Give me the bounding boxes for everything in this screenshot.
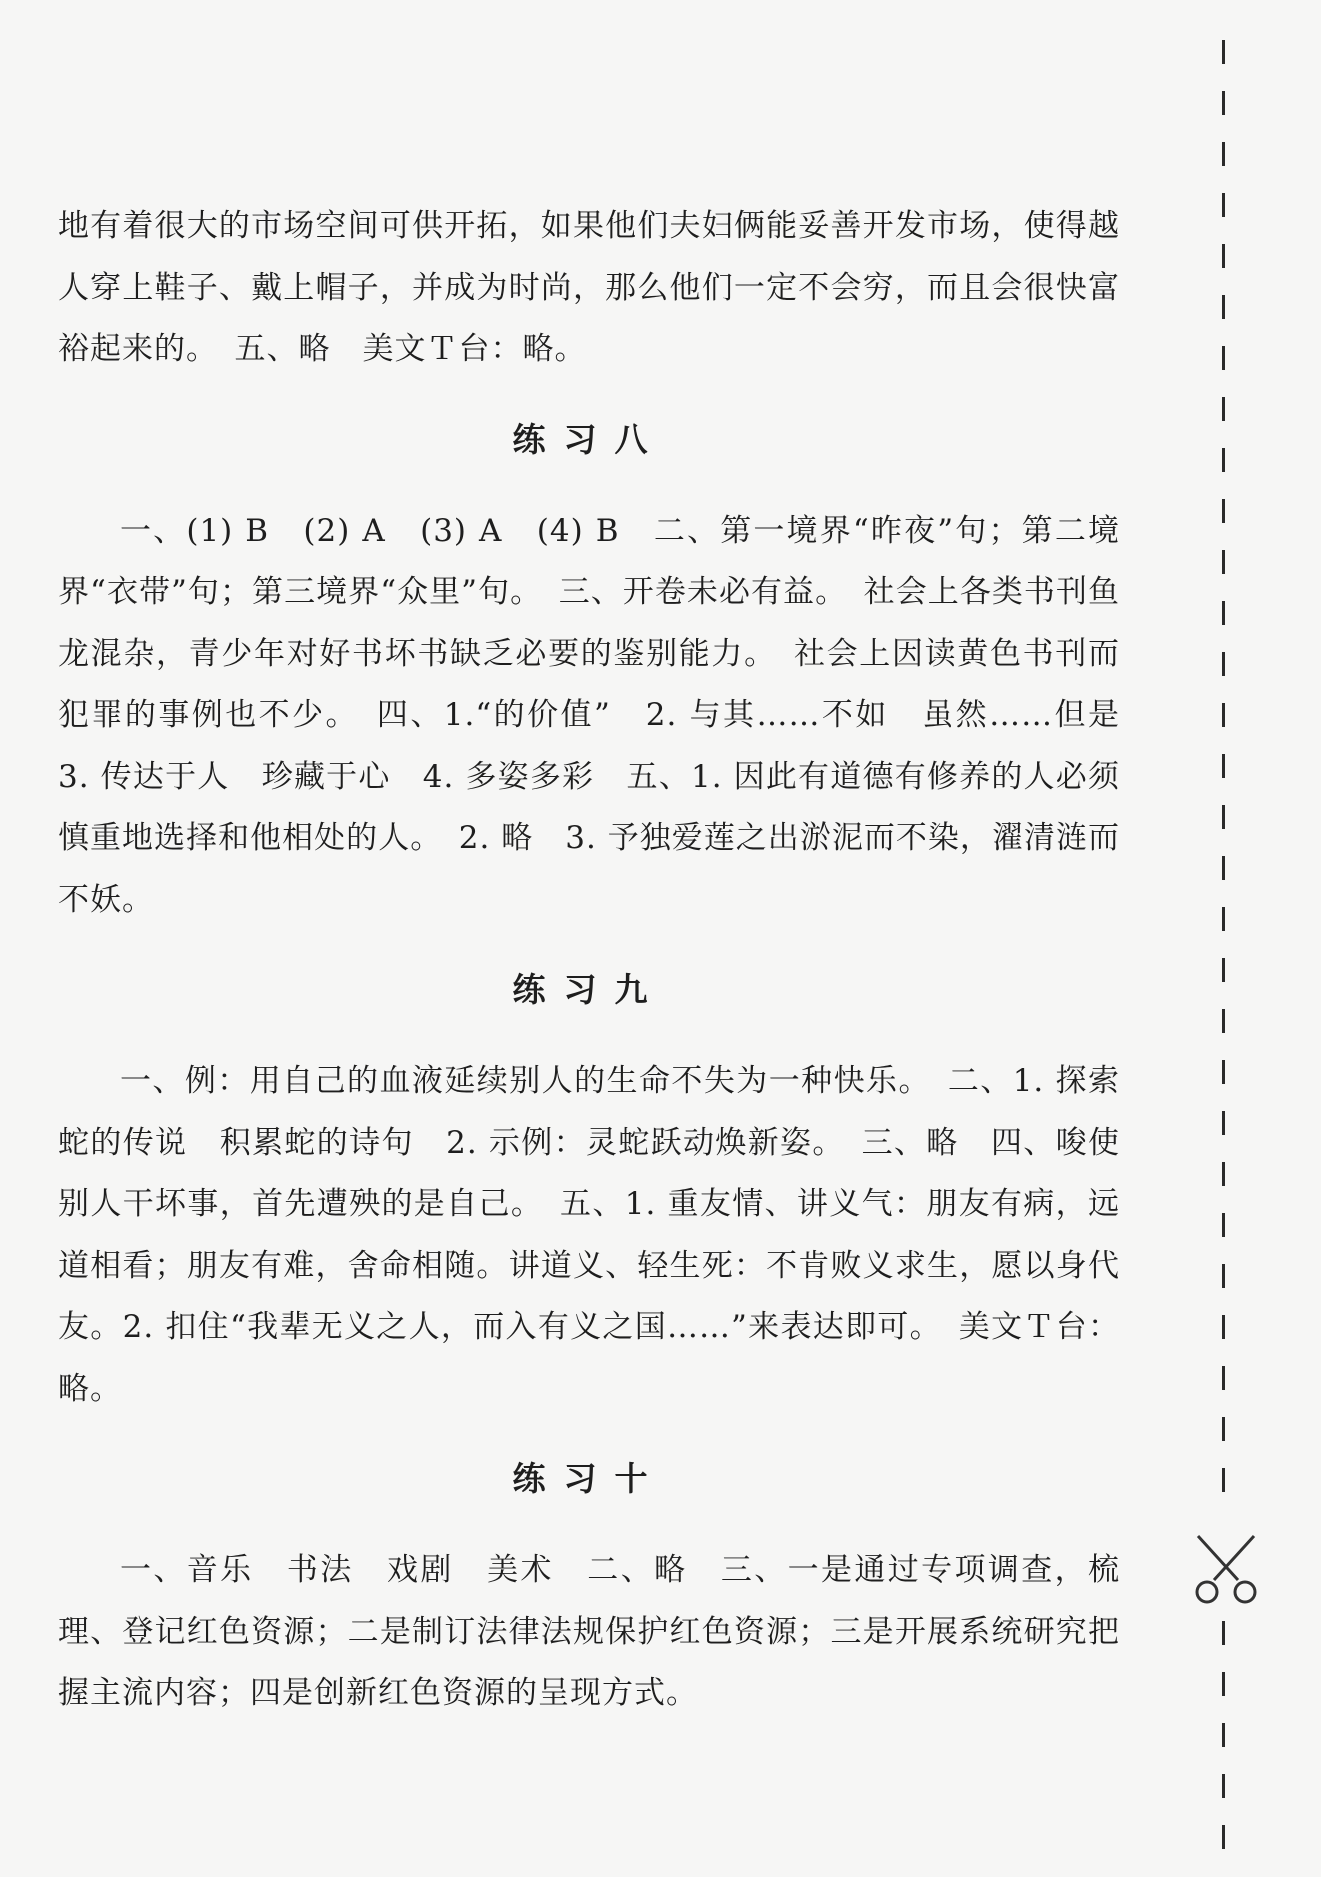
cut-line-dash [1222, 193, 1225, 217]
cut-line-dash [1222, 958, 1225, 982]
section-8-answers: 一、(1) B (2) A (3) A (4) B 二、第一境界“昨夜”句；第二境界“衣带”句；第三境界“众里”句。 三、开卷未必有益。 社会上各类书刊鱼龙混杂，青少年对好书坏书缺乏必要的鉴别能力。 社会上因读黄色书刊而犯罪的事例也不少。 四、1.“的价值” 2. 与其……不如 虽然……但是 3. 传达于人 珍藏于心 4. 多姿多彩 五、1. 因此有道德有修养的人必须慎重地选择和他相处的人。 2. 略 3. 予独爱莲之出淤泥而不染，濯清涟而不妖。 [58, 512, 1152, 918]
cut-line-dash [1222, 1111, 1225, 1135]
cut-line-dash [1222, 91, 1225, 115]
scissors-icon [1188, 1530, 1264, 1606]
cut-line-dash [1222, 499, 1225, 523]
cut-line-dash [1222, 1264, 1225, 1288]
cut-line-dash [1222, 856, 1225, 880]
cut-line-dash [1222, 397, 1225, 421]
answer-content [58, 196, 1152, 1725]
cut-line-dash [1222, 907, 1225, 931]
cut-line-dash [1222, 142, 1225, 166]
intro-paragraph: 地有着很大的市场空间可供开拓，如果他们夫妇俩能妥善开发市场，使得越人穿上鞋子、戴上帽子，并成为时尚，那么他们一定不会穷，而且会很快富裕起来的。 五、略 美文Ｔ台：略。 [58, 208, 1120, 367]
cut-line-dash [1222, 1825, 1225, 1849]
cut-line-dash [1222, 244, 1225, 268]
cut-line-dash [1222, 1468, 1225, 1492]
cut-line-dash [1222, 1417, 1225, 1441]
cut-line-dash [1222, 448, 1225, 472]
cut-line-dash [1222, 40, 1225, 64]
cut-line-dash [1222, 1366, 1225, 1390]
cut-line-dash [1222, 1213, 1225, 1237]
section-heading-9: 练习九 [512, 970, 666, 1009]
cut-line-dash [1222, 601, 1225, 625]
section-heading-8: 练习八 [512, 419, 666, 459]
cut-line-dash [1222, 1009, 1225, 1033]
cut-line-dash [1222, 1060, 1225, 1084]
cut-line-dash [1222, 1774, 1225, 1798]
cut-line-dash [1222, 652, 1225, 676]
cut-line-dash [1222, 754, 1225, 778]
cut-line-dash [1222, 703, 1225, 727]
cut-line-dash [1222, 1672, 1225, 1696]
cut-line-dash [1222, 805, 1225, 829]
cut-line-dash [1222, 1162, 1225, 1186]
cut-line-dash [1222, 1723, 1225, 1747]
cut-line-dash [1222, 1315, 1225, 1339]
cut-line-dash [1222, 295, 1225, 319]
section-10-answers: 一、音乐 书法 戏剧 美术 二、略 三、一是通过专项调查，梳理、登记红色资源；二是制订法律法规保护红色资源；三是开展系统研究把握主流内容；四是创新红色资源的呈现方式。 [58, 1552, 1120, 1711]
section-heading-10: 练习十 [512, 1459, 666, 1498]
section-9-answers: 一、例：用自己的血液延续别人的生命不失为一种快乐。 二、1. 探索蛇的传说 积累蛇的诗句 2. 示例：灵蛇跃动焕新姿。 三、略 四、唆使别人干坏事，首先遭殃的是自己。 五、1. 重友情、讲义气：朋友有病，远道相看；朋友有难，舍命相随。讲道义、轻生死：不肯败义求生，愿以身代友。2. 扣住“我辈无义之人，而入有义之国……”来表达即可。 美文Ｔ台：略。 [58, 1063, 1120, 1407]
cut-line-dash [1222, 346, 1225, 370]
cut-line-dash [1222, 550, 1225, 574]
cut-line-dash [1222, 1621, 1225, 1645]
